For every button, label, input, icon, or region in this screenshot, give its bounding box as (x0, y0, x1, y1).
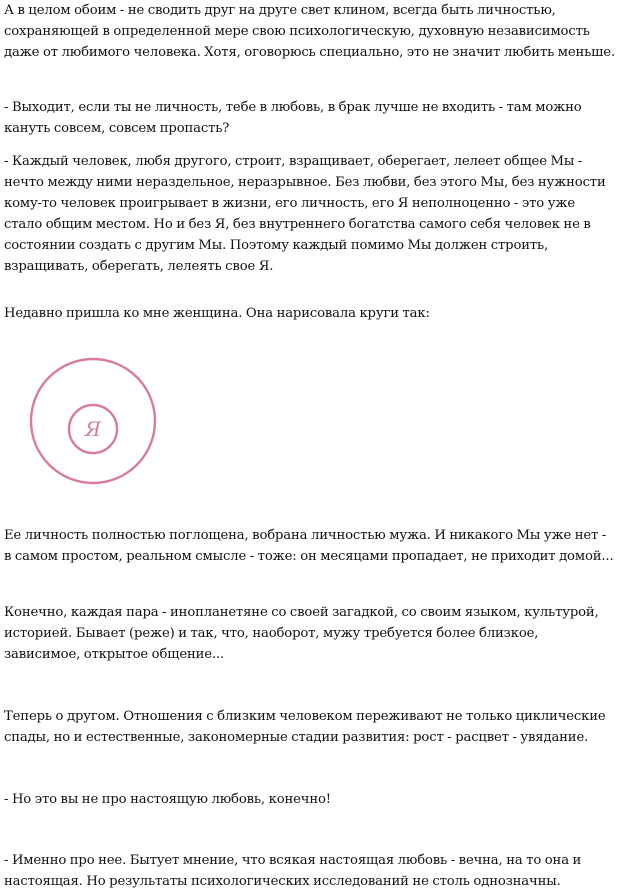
paragraph-true-love-answer: - Именно про нее. Бытует мнение, что всякая настоящая любовь - вечна, на то она и настоящая. Но результаты психологических исследований не столь однозначны. (4, 853, 582, 889)
circles-drawing (28, 352, 158, 490)
circles-svg (28, 352, 158, 490)
paragraph-true-love-question: - Но это вы не про настоящую любовь, конечно! (4, 792, 331, 807)
inner-circle-label: Я (84, 417, 102, 441)
paragraph-absorbed-personality: Ее личность полностью поглощена, вобрана личностью мужа. И никакого Мы уже нет - в самом простом, реальном смысле - тоже: он месяцами пропадает, не приходит домой... (4, 528, 614, 564)
paragraph-independence: А в целом обоим - не сводить друг на друге свет клином, всегда быть личностью, сохраняющей в определенной мере свою психологическую, духовную независимость даже от любимого человека. Хотя, оговорюсь специально, это не значит любить меньше. (4, 3, 615, 60)
paragraph-stages: Теперь о другом. Отношения с близким человеком переживают не только циклические спады, но и естественные, закономерные стадии развития: рост - расцвет - увядание. (4, 709, 606, 745)
paragraph-we-and-i: - Каждый человек, любя другого, строит, взращивает, оберегает, лелеет общее Мы - нечто между ними нераздельное, неразрывное. Без любви, без этого Мы, без нужности кому-то человек проигрывает в жизни, его личность, его Я неполноценно - это уже стало общим местом. Но и без Я, без внутреннего богатства самого себя человек не в состоянии создать с другим Мы. Поэтому каждый помимо Мы должен строить, взращивать, оберегать, лелеять свое Я. (4, 154, 606, 274)
paragraph-couple-aliens: Конечно, каждая пара - инопланетяне со своей загадкой, со своим языком, культурой, историей. Бывает (реже) и так, что, наоборот, мужу требуется более близкое, зависимое, открытое общение... (4, 605, 599, 662)
paragraph-question-personality: - Выходит, если ты не личность, тебе в любовь, в брак лучше не входить - там можно кануть совсем, совсем пропасть? (4, 100, 582, 136)
paragraph-woman-drew-circles: Недавно пришла ко мне женщина. Она нарисовала круги так: (4, 306, 430, 321)
